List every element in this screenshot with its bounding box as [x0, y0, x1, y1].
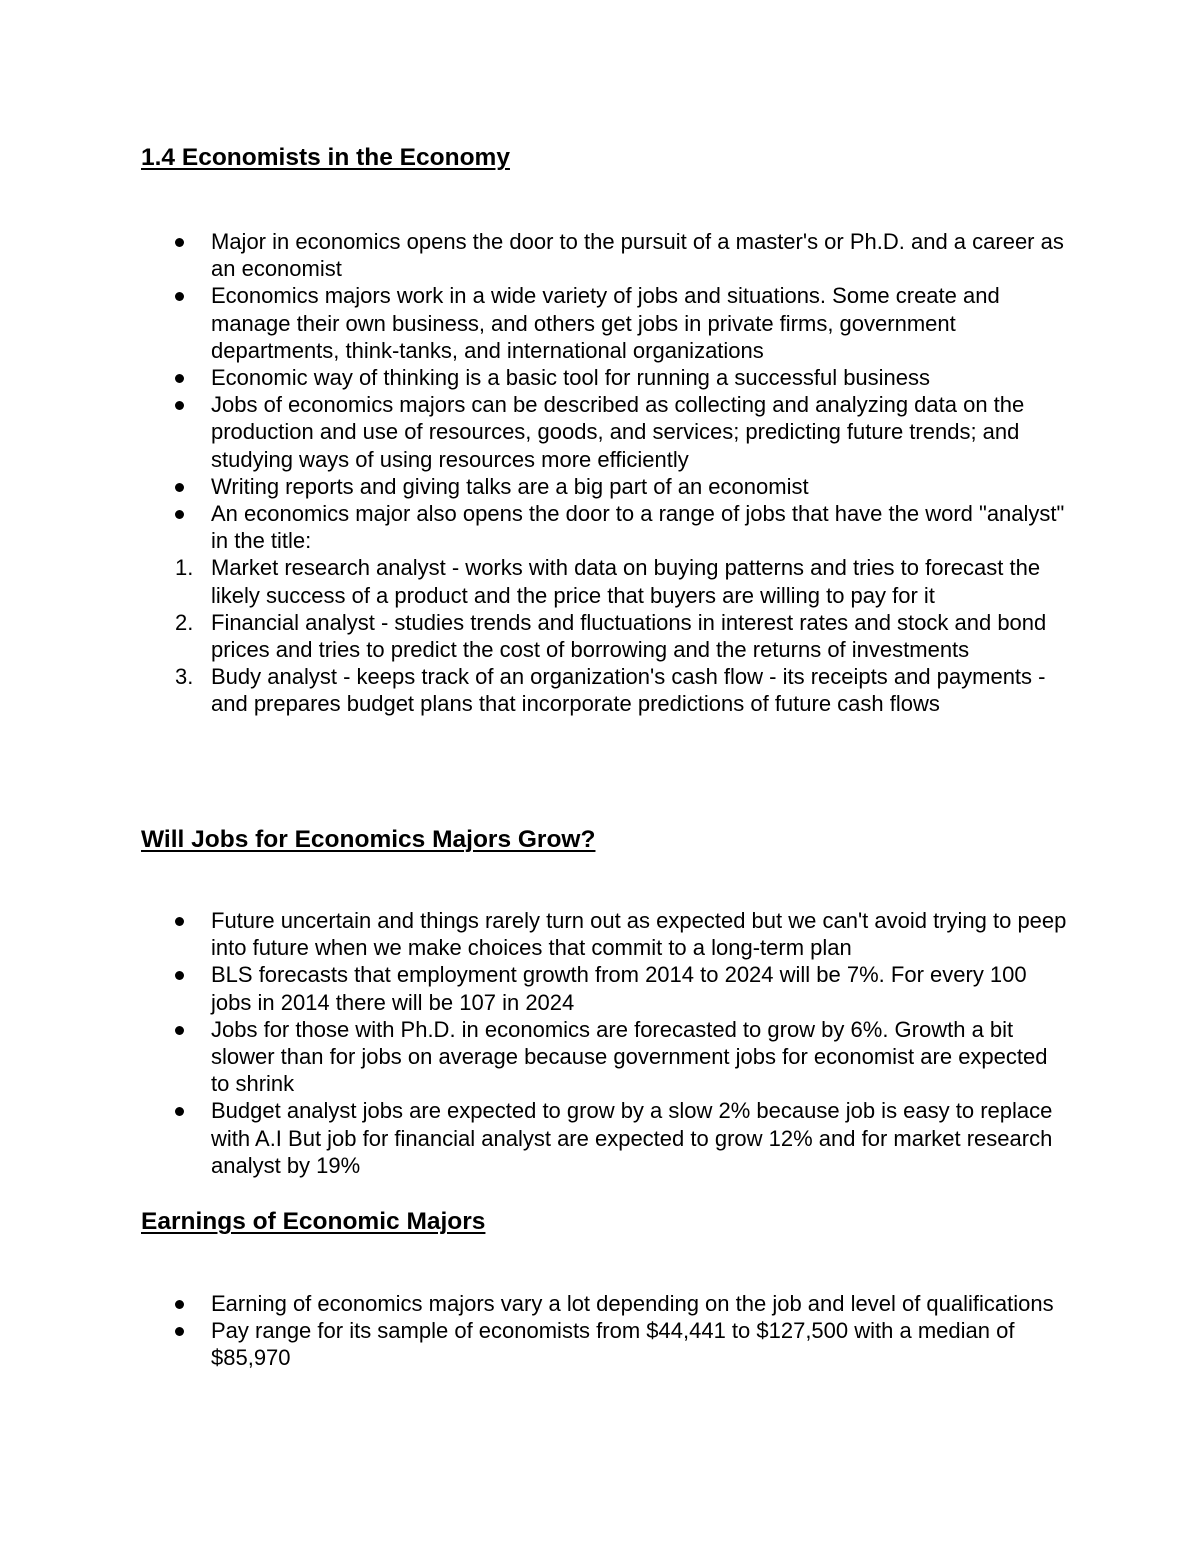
numbered-item-text: Budy analyst - keeps track of an organization's cash flow - its receipts and payments - and prepares budget plans that incorporate predictions of future cash flows — [211, 664, 1046, 717]
numbered-item-text: Financial analyst - studies trends and fluctuations in interest rates and stock and bond prices and tries to predict the cost of borrowing and the returns of investments — [211, 609, 1047, 663]
list-item — [0, 228, 1071, 282]
section-heading-earnings: Earnings of Economic Majors — [141, 1208, 486, 1235]
list-item — [0, 1290, 1071, 1317]
list-item — [0, 364, 1071, 391]
numbered-item-text: Market research analyst - works with data on buying patterns and tries to forecast the likely success of a product and the price that buyers are willing to pay for it — [211, 555, 1041, 608]
bullet-icon — [175, 510, 184, 519]
bullet-icon — [175, 917, 184, 926]
bullet-icon — [175, 1300, 184, 1309]
numbered-item — [0, 554, 1071, 608]
list-item-text: BLS forecasts that employment growth from 2014 to 2024 will be 7%. For every 100 jobs in 2014 there will be 107 in 2024 — [211, 962, 1027, 1015]
list-item — [0, 1317, 1071, 1371]
list-item-text: An economics major also opens the door to a range of jobs that have the word "analyst" in the title: — [211, 501, 1065, 554]
bullet-icon — [175, 292, 184, 301]
bullet-icon — [175, 401, 184, 410]
list-item — [0, 1097, 1071, 1179]
bullet-icon — [175, 238, 184, 247]
list-item-text: Writing reports and giving talks are a big part of an economist — [211, 473, 809, 499]
numbered-item — [0, 663, 1071, 717]
list-item-text: Budget analyst jobs are expected to grow by a slow 2% because job is easy to replace with A.I But job for financial analyst are expected to grow 12% and for market research analyst by 19% — [211, 1098, 1053, 1178]
list-item-text: Jobs for those with Ph.D. in economics are forecasted to grow by 6%. Growth a bit slower than for jobs on average because government jobs for economist are expected to shrink — [211, 1016, 1048, 1097]
list-item — [0, 473, 1071, 500]
list-number: 1. — [175, 555, 194, 581]
bullet-icon — [175, 483, 184, 492]
list-item — [0, 391, 1071, 473]
bullet-icon — [175, 1026, 184, 1035]
bullet-icon — [175, 971, 184, 980]
list-item — [0, 907, 1071, 961]
bullet-icon — [175, 374, 184, 383]
section-3-bullet-list — [0, 1290, 1071, 1372]
list-item-text: Major in economics opens the door to the pursuit of a master's or Ph.D. and a career as an economist — [211, 229, 1064, 282]
list-item-text: Jobs of economics majors can be described as collecting and analyzing data on the production and use of resources, goods, and services; predicting future trends; and studying ways of using resources more efficiently — [211, 392, 1025, 472]
list-item — [0, 961, 1071, 1015]
numbered-item — [0, 609, 1071, 663]
list-item-text: Pay range for its sample of economists from $44,441 to $127,500 with a median of $85,970 — [211, 1318, 1015, 1371]
list-item-text: Economics majors work in a wide variety of jobs and situations. Some create and manage their own business, and others get jobs in private firms, government departments, think-tanks, and international organizations — [211, 283, 1000, 363]
bullet-icon — [175, 1107, 184, 1116]
list-number: 3. — [175, 664, 194, 690]
section-1-bullet-list — [0, 228, 1071, 718]
list-item — [0, 1016, 1071, 1098]
list-item — [0, 282, 1071, 364]
list-number: 2. — [175, 609, 194, 635]
section-heading-economists-in-economy: 1.4 Economists in the Economy — [141, 144, 510, 171]
list-item-text: Future uncertain and things rarely turn out as expected but we can't avoid trying to peep into future when we make choices that commit to a long-term plan — [211, 908, 1067, 961]
list-item-text: Earning of economics majors vary a lot depending on the job and level of qualifications — [211, 1291, 1054, 1316]
list-item — [0, 500, 1071, 554]
list-item-text: Economic way of thinking is a basic tool for running a successful business — [211, 365, 931, 391]
section-heading-will-jobs-grow: Will Jobs for Economics Majors Grow? — [141, 826, 596, 853]
section-2-bullet-list — [0, 907, 1071, 1179]
bullet-icon — [175, 1327, 184, 1336]
